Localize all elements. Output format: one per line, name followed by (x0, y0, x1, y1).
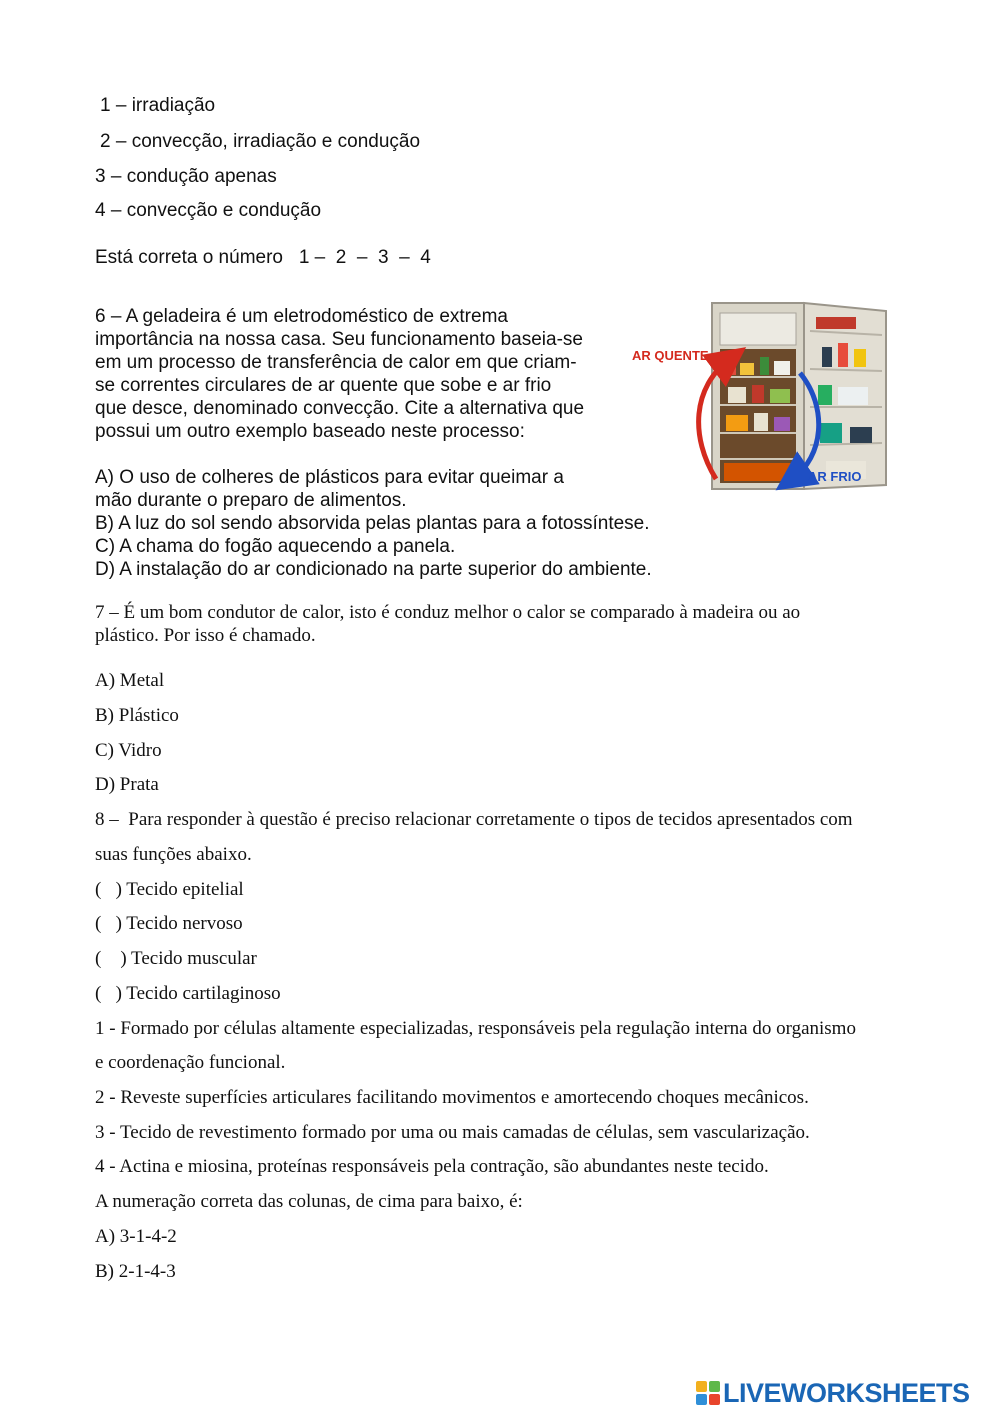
q6-stem-line: em um processo de transferência de calor em que criam- (95, 352, 577, 373)
q6-options (95, 466, 652, 581)
q8-tissue-epitelial: ( ) Tecido epitelial (95, 879, 244, 900)
q8-tissue-nervoso: ( ) Tecido nervoso (95, 913, 243, 934)
q5-item-1: 1 – irradiação (100, 95, 216, 116)
brand-name: LIVEWORKSHEETS (723, 1377, 970, 1408)
liveworksheets-mark-icon (696, 1381, 720, 1405)
q8-option-b: B) 2-1-4-3 (95, 1261, 176, 1282)
q7-option-c: C) Vidro (95, 740, 162, 761)
mark-square (696, 1381, 707, 1392)
refrigerator-illustration (632, 297, 894, 497)
q5-item-3: 3 – condução apenas (95, 166, 277, 187)
hot-air-label: AR QUENTE (632, 348, 709, 363)
q7-stem-line: 7 – É um bom condutor de calor, isto é conduz melhor o calor se comparado à madeira ou ao (95, 602, 801, 623)
q6-stem-line: importância na nossa casa. Seu funcionamento baseia-se (95, 329, 583, 350)
q8-function-4: 4 - Actina e miosina, proteínas responsáveis pela contração, são abundantes neste tecido. (95, 1156, 769, 1177)
mark-square (709, 1381, 720, 1392)
q6-stem-line: 6 – A geladeira é um eletrodoméstico de extrema (95, 306, 508, 327)
q8-stem-line-2: suas funções abaixo. (95, 844, 252, 865)
cold-air-label: AR FRIO (808, 469, 862, 484)
q7-option-a: A) Metal (95, 670, 165, 691)
q6-option-d: D) A instalação do ar condicionado na parte superior do ambiente. (95, 559, 652, 580)
q8-function-3: 3 - Tecido de revestimento formado por uma ou mais camadas de células, sem vascularização. (95, 1122, 810, 1143)
q6-option-c: C) A chama do fogão aquecendo a panela. (95, 536, 456, 557)
q8-prompt: A numeração correta das colunas, de cima para baixo, é: (95, 1191, 523, 1212)
q8-function-1-line-2: e coordenação funcional. (95, 1052, 286, 1073)
q7-option-b: B) Plástico (95, 705, 179, 726)
q6-stem-line: possui um outro exemplo baseado neste processo: (95, 421, 525, 442)
mark-square (709, 1394, 720, 1405)
q5-item-2: 2 – convecção, irradiação e condução (100, 131, 421, 152)
mark-square (696, 1394, 707, 1405)
q8-function-2: 2 - Reveste superfícies articulares facilitando movimentos e amortecendo choques mecânicos. (95, 1087, 809, 1108)
liveworksheets-logo (696, 1377, 970, 1409)
q8-tissue-cartilaginoso: ( ) Tecido cartilaginoso (95, 983, 281, 1004)
q8-tissue-muscular: ( ) Tecido muscular (95, 948, 257, 969)
q5-item-4: 4 – convecção e condução (95, 200, 322, 221)
q7-stem-line: plástico. Por isso é chamado. (95, 625, 316, 646)
q6-stem-line: que desce, denominado convecção. Cite a alternativa que (95, 398, 585, 419)
q8-option-a: A) 3-1-4-2 (95, 1226, 177, 1247)
q8-function-1-line-1: 1 - Formado por células altamente especializadas, responsáveis pela regulação interna do organismo (95, 1018, 856, 1039)
q6-stem (95, 305, 584, 443)
q6-option-a-cont: mão durante o preparo de alimentos. (95, 490, 407, 511)
q6-stem-line: se correntes circulares de ar quente que sobe e ar frio (95, 375, 552, 396)
q6-option-b: B) A luz do sol sendo absorvida pelas plantas para a fotossíntese. (95, 513, 650, 534)
freezer-compartment (720, 313, 796, 345)
q7-option-d: D) Prata (95, 774, 159, 795)
q7-stem (95, 601, 800, 647)
q6-option-a: A) O uso de colheres de plásticos para evitar queimar a (95, 467, 564, 488)
q5-answer-prompt: Está correta o número 1 – 2 – 3 – 4 (95, 247, 431, 268)
refrigerator-figure (632, 297, 894, 497)
q8-stem-line-1: 8 – Para responder à questão é preciso relacionar corretamente o tipos de tecidos apresentados com (95, 809, 853, 830)
